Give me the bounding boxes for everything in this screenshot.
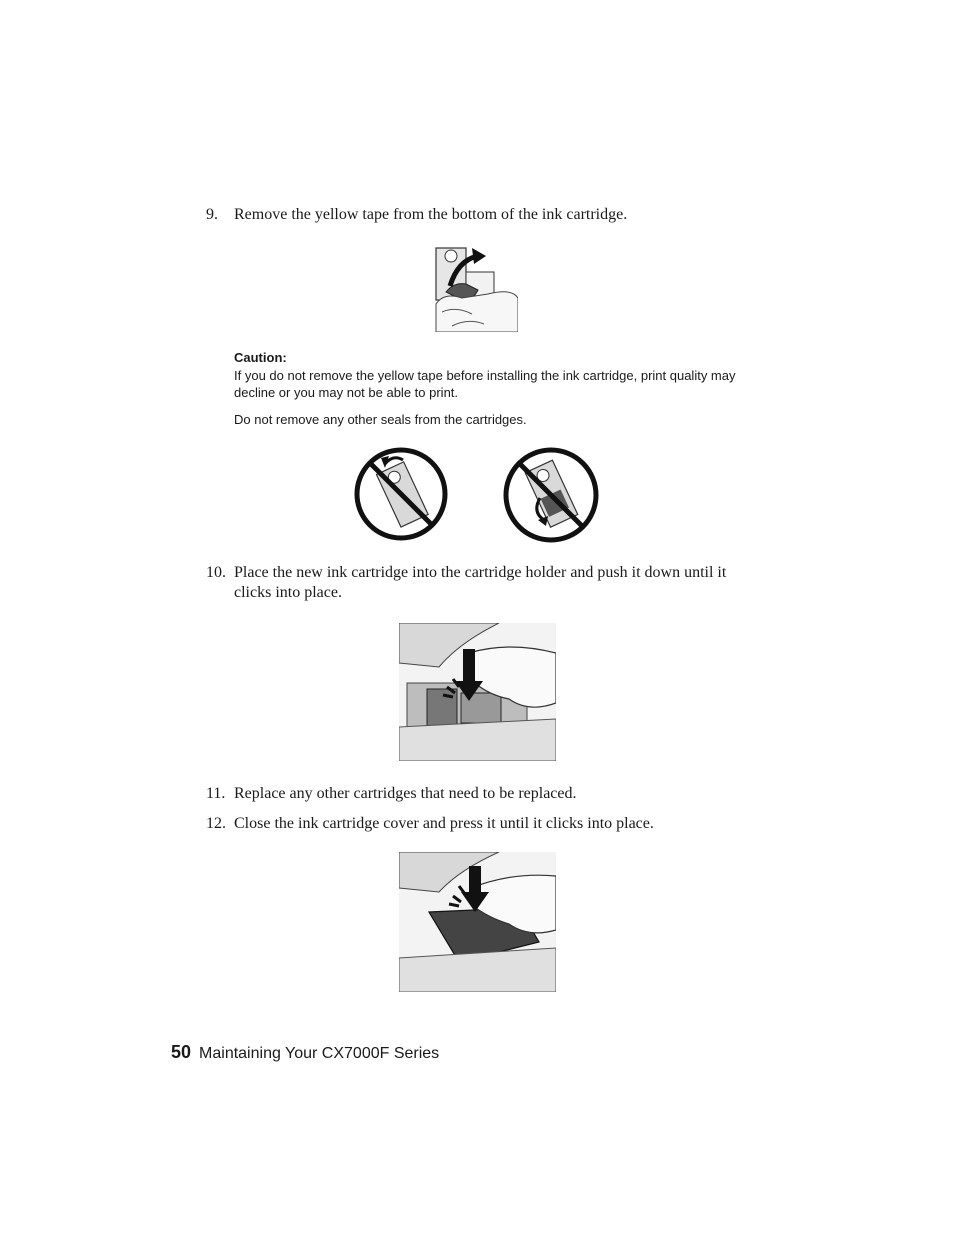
caution-title: Caution: (234, 350, 287, 365)
step-text: Replace any other cartridges that need to be replaced. (234, 785, 577, 802)
section-title: Maintaining Your CX7000F Series (199, 1045, 440, 1062)
caution-body: If you do not remove the yellow tape before installing the ink cartridge, print quality may decline or you may not be able to print. (234, 368, 736, 400)
close-cover-illustration (399, 852, 556, 992)
page-footer (171, 1042, 439, 1063)
prohibited-seal-removal-icon (353, 446, 449, 542)
step-number: 11. (206, 785, 226, 802)
step-number: 12. (206, 815, 226, 832)
step-text: Close the ink cartridge cover and press it until it clicks into place. (234, 815, 654, 832)
step-text: Place the new ink cartridge into the cartridge holder and push it down until it clicks into place. (234, 564, 727, 601)
page-number: 50 (171, 1042, 192, 1062)
prohibited-label-removal-icon (502, 446, 600, 544)
step-number: 9. (206, 206, 218, 223)
remove-tape-illustration (432, 242, 518, 332)
step-number: 10. (206, 564, 226, 581)
caution-extra: Do not remove any other seals from the cartridges. (234, 412, 527, 427)
step-text: Remove the yellow tape from the bottom of the ink cartridge. (234, 206, 628, 223)
insert-cartridge-illustration (399, 623, 556, 761)
